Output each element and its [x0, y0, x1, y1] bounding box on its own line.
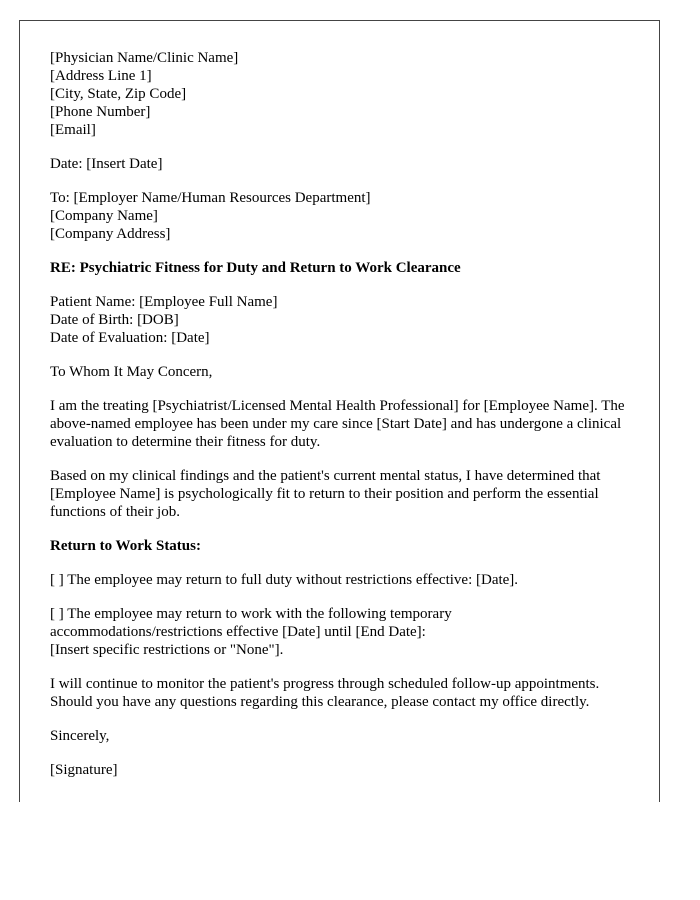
option-1-text: [ ] The employee may return to full duty without restrictions effective: [Date].	[50, 572, 519, 588]
signature: [Signature]	[50, 762, 118, 778]
paragraph-2-text: Based on my clinical findings and the patient's current mental status, I have determined that [Employee Name] is psychologically fit to return to their position and perform the essential functions of their job.	[50, 468, 601, 520]
date-block	[50, 155, 640, 173]
patient-dob: Date of Birth: [DOB]	[50, 312, 179, 328]
sender-phone: [Phone Number]	[50, 104, 151, 120]
recipient-block	[50, 189, 640, 243]
paragraph-3-text: I will continue to monitor the patient's progress through scheduled follow-up appointments. Should you have any questions regarding this clearance, please contact my office directly.	[50, 676, 600, 710]
paragraph-2	[50, 467, 640, 521]
recipient-to: To: [Employer Name/Human Resources Department]	[50, 190, 371, 206]
patient-name: Patient Name: [Employee Full Name]	[50, 294, 278, 310]
closing-block	[50, 727, 640, 745]
sender-email: [Email]	[50, 122, 96, 138]
recipient-company: [Company Name]	[50, 208, 158, 224]
paragraph-3	[50, 675, 640, 711]
patient-evaluation-date: Date of Evaluation: [Date]	[50, 330, 210, 346]
sender-city-state-zip: [City, State, Zip Code]	[50, 86, 187, 102]
subject-line: RE: Psychiatric Fitness for Duty and Return to Work Clearance	[50, 260, 461, 276]
letter-content	[50, 49, 640, 795]
recipient-address: [Company Address]	[50, 226, 171, 242]
option-2-line-2: accommodations/restrictions effective [Date] until [End Date]:	[50, 624, 426, 640]
paragraph-1-text: I am the treating [Psychiatrist/Licensed Mental Health Professional] for [Employee Name]. The above-named employee has been under my care since [Start Date] and has undergone a clinical evaluation to determine their fitness for duty.	[50, 398, 625, 450]
option-2-block	[50, 605, 640, 659]
sender-block	[50, 49, 640, 139]
date-line: Date: [Insert Date]	[50, 156, 163, 172]
option-1-block	[50, 571, 640, 589]
signature-block	[50, 761, 640, 779]
option-2-line-3: [Insert specific restrictions or "None"].	[50, 642, 284, 658]
paragraph-1	[50, 397, 640, 451]
salutation: To Whom It May Concern,	[50, 364, 213, 380]
letter-page	[19, 20, 660, 802]
closing: Sincerely,	[50, 728, 110, 744]
status-heading: Return to Work Status:	[50, 538, 201, 554]
salutation-block	[50, 363, 640, 381]
sender-address-line: [Address Line 1]	[50, 68, 152, 84]
option-2-line-1: [ ] The employee may return to work with the following temporary	[50, 606, 452, 622]
patient-block	[50, 293, 640, 347]
subject-block	[50, 259, 640, 277]
status-heading-block	[50, 537, 640, 555]
sender-name: [Physician Name/Clinic Name]	[50, 50, 239, 66]
